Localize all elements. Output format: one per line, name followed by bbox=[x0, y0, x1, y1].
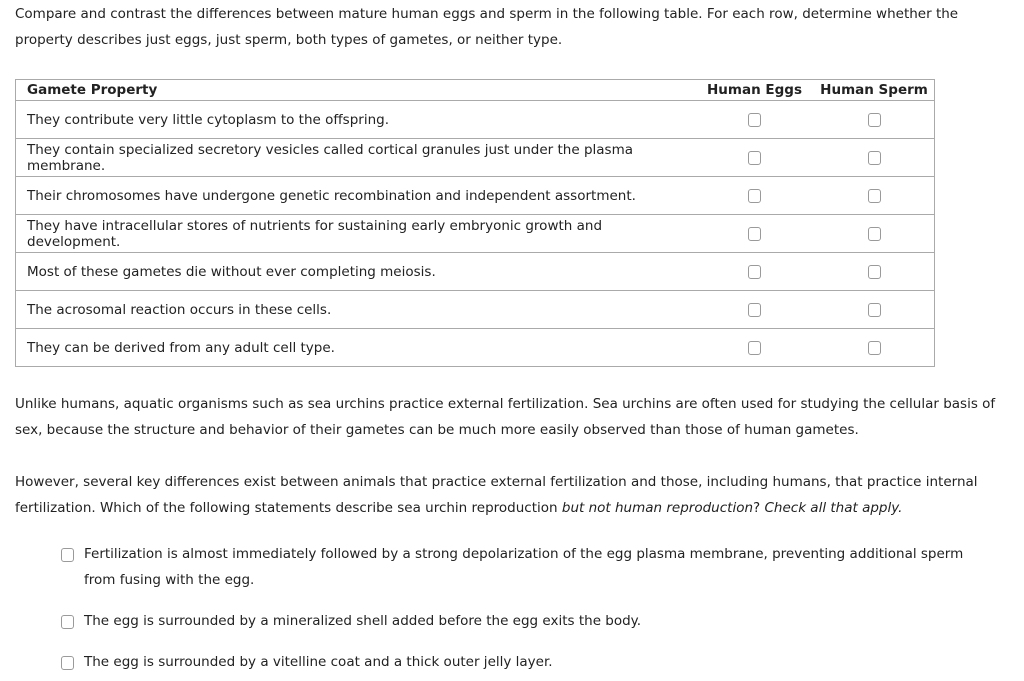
eggs-checkbox[interactable] bbox=[748, 113, 761, 127]
property-text: They have intracellular stores of nutrients for sustaining early embryonic growth and development. bbox=[16, 215, 696, 253]
table-row bbox=[16, 177, 935, 215]
sperm-checkbox[interactable] bbox=[868, 189, 881, 203]
header-gamete-property: Gamete Property bbox=[16, 80, 696, 101]
table-row bbox=[16, 101, 935, 139]
option-vitelline-coat[interactable] bbox=[61, 649, 981, 675]
question-emphasis: but not human reproduction bbox=[561, 500, 754, 516]
gamete-property-table bbox=[15, 79, 935, 367]
property-text: Most of these gametes die without ever completing meiosis. bbox=[16, 253, 696, 291]
eggs-checkbox[interactable] bbox=[748, 189, 761, 203]
question-punct: ? bbox=[753, 500, 765, 516]
sperm-checkbox[interactable] bbox=[868, 227, 881, 241]
sperm-checkbox[interactable] bbox=[868, 341, 881, 355]
eggs-checkbox[interactable] bbox=[748, 151, 761, 165]
header-human-sperm: Human Sperm bbox=[814, 80, 935, 101]
sperm-checkbox[interactable] bbox=[868, 303, 881, 317]
sperm-checkbox[interactable] bbox=[868, 113, 881, 127]
table-row bbox=[16, 291, 935, 329]
option-label: The egg is surrounded by a mineralized shell added before the egg exits the body. bbox=[84, 613, 642, 629]
property-text: The acrosomal reaction occurs in these cells. bbox=[16, 291, 696, 329]
question-text: However, several key differences exist between animals that practice external fertilization and those, including humans, that practice internal fertilization. Which of the following statements describe sea urchin reproduction bbox=[15, 474, 978, 516]
option-label: The egg is surrounded by a vitelline coat and a thick outer jelly layer. bbox=[84, 654, 553, 670]
sea-urchin-paragraph: Unlike humans, aquatic organisms such as sea urchins practice external fertilization. Sea urchins are often used for studying the cellular basis of sex, because the structure and behavior of their gametes can be much more easily observed than those of human gametes. bbox=[15, 396, 996, 438]
header-human-eggs: Human Eggs bbox=[695, 80, 814, 101]
eggs-checkbox[interactable] bbox=[748, 265, 761, 279]
table-row bbox=[16, 139, 935, 177]
intro-text: Compare and contrast the differences between mature human eggs and sperm in the following table. For each row, determine whether the property describes just eggs, just sperm, both types of gametes, or neither type. bbox=[15, 6, 959, 48]
eggs-checkbox[interactable] bbox=[748, 341, 761, 355]
property-text: They contribute very little cytoplasm to the offspring. bbox=[16, 101, 696, 139]
option-checkbox[interactable] bbox=[61, 548, 74, 562]
table-row bbox=[16, 253, 935, 291]
question-instruction: Check all that apply. bbox=[764, 500, 903, 516]
option-label: Fertilization is almost immediately followed by a strong depolarization of the egg plasma membrane, preventing additional sperm from fusing with the egg. bbox=[84, 546, 964, 588]
table-row bbox=[16, 329, 935, 367]
property-text: They can be derived from any adult cell type. bbox=[16, 329, 696, 367]
option-checkbox[interactable] bbox=[61, 656, 74, 670]
property-text: They contain specialized secretory vesicles called cortical granules just under the plasma membrane. bbox=[16, 139, 696, 177]
option-depolarization[interactable] bbox=[61, 541, 981, 593]
eggs-checkbox[interactable] bbox=[748, 227, 761, 241]
eggs-checkbox[interactable] bbox=[748, 303, 761, 317]
question-paragraph bbox=[15, 469, 995, 521]
sperm-checkbox[interactable] bbox=[868, 151, 881, 165]
sperm-checkbox[interactable] bbox=[868, 265, 881, 279]
table-row bbox=[16, 215, 935, 253]
option-mineralized-shell[interactable] bbox=[61, 608, 981, 634]
property-text: Their chromosomes have undergone genetic recombination and independent assortment. bbox=[16, 177, 696, 215]
option-checkbox[interactable] bbox=[61, 615, 74, 629]
